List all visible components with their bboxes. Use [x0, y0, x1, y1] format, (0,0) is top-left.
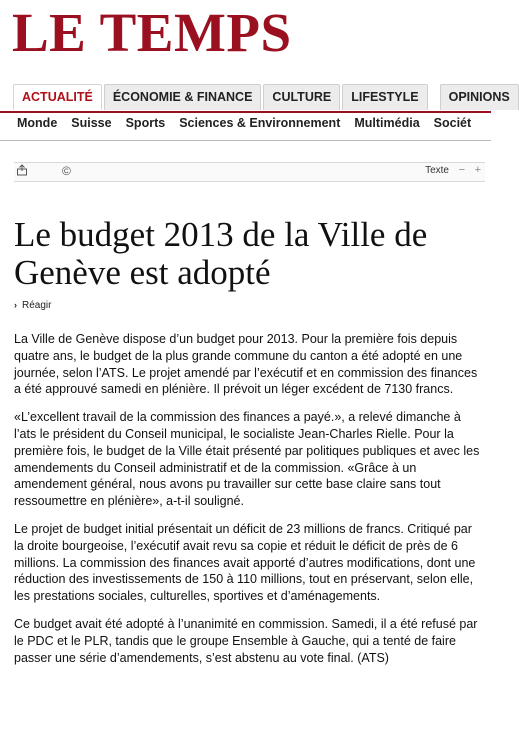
tab-lifestyle[interactable]: LIFESTYLE [342, 84, 427, 110]
tab-culture[interactable]: CULTURE [263, 84, 340, 110]
subnav-item-societe[interactable]: Sociét [433, 116, 472, 130]
subnav-item-monde[interactable]: Monde [17, 116, 58, 130]
subnav-item-sciences-environnement[interactable]: Sciences & Environnement [179, 116, 341, 130]
article-paragraph: Ce budget avait été adopté à l’unanimité en commission. Samedi, il a été refusé par le PDC et le PLR, tandis que le groupe Ensemble à Gauche, qui a tenté de faire passer une série d’amendements, s’est abstenu au vote final. (ATS) [14, 616, 478, 665]
subnav-item-suisse[interactable]: Suisse [71, 116, 112, 130]
article-paragraph: «L’excellent travail de la commission des finances a payé.», a relevé dimanche à l’ats le président du Conseil municipal, le socialiste Jean-Charles Rielle. Pour la première fois, le budget de la Ville était présenté par politiques publiques et avec les amendements du Conseil administratif et de la commission. «Grâce à un amendement général, nous avons pu travailler sur cette base claire sans tout ressoumettre en plénière», a-t-il souligné. [14, 410, 480, 509]
site-logo[interactable]: LE TEMPS [12, 2, 292, 63]
react-label[interactable]: Réagir [22, 300, 52, 311]
text-size-label: Texte [425, 165, 449, 176]
tab-economie-finance[interactable]: ÉCONOMIE & FINANCE [104, 84, 262, 110]
tab-actualite[interactable]: ACTUALITÉ [13, 84, 102, 110]
react-link[interactable] [14, 300, 51, 311]
subnav-item-multimedia[interactable]: Multimédia [354, 116, 420, 130]
copyright-icon[interactable]: © [62, 164, 71, 178]
article-toolbar [14, 162, 485, 182]
chevron-right-icon: › [14, 300, 17, 310]
tab-opinions[interactable]: OPINIONS [440, 84, 519, 110]
text-size-increase-button[interactable]: + [474, 164, 481, 176]
article-body [14, 331, 484, 677]
share-icon[interactable] [16, 164, 28, 179]
subnav-divider [0, 140, 491, 141]
subnav-item-sports[interactable]: Sports [125, 116, 166, 130]
article-paragraph: Le projet de budget initial présentait un déficit de 23 millions de francs. Critiqué par la droite bourgeoise, l’exécutif avait revu sa copie et réduit le déficit de près de 6 millions. La commission des finances avait apporté d’autres modifications, dont une réduction des investissements de 150 à 110 millions, tout en préservant, selon elle, les prestations sociales, culturelles, sportives et d’aménagements. [14, 521, 476, 604]
main-navigation-tabs [13, 84, 510, 111]
article-title: Le budget 2013 de la Ville de Genève est adopté [14, 215, 428, 292]
section-subnav [17, 116, 491, 134]
tab-underline-divider [0, 111, 491, 113]
text-size-decrease-button[interactable]: − [458, 164, 465, 176]
article-paragraph: La Ville de Genève dispose d’un budget pour 2013. Pour la première fois depuis quatre ans, le budget de la plus grande commune du canton a été adopté en une journée, selon l’ATS. Le projet amendé par l’exécutif et en commission des finances a été approuvé samedi en plénière. Il prévoit un léger excédent de 7130 francs. [14, 332, 478, 397]
